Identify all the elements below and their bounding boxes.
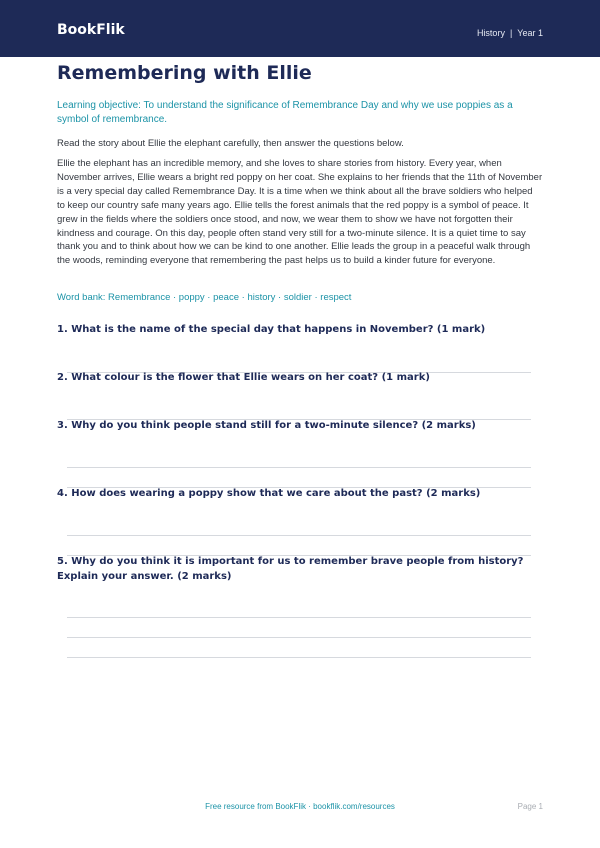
breadcrumb xyxy=(477,28,543,38)
question-4: 4. How does wearing a poppy show that we care about the past? (2 marks) xyxy=(57,488,481,499)
answer-line-5a[interactable] xyxy=(67,617,531,618)
question-2: 2. What colour is the flower that Ellie wears on her coat? (1 mark) xyxy=(57,372,430,383)
word-bank: Word bank: Remembrance · poppy · peace · history · soldier · respect xyxy=(57,292,352,303)
footer-resource-link[interactable]: Free resource from BookFlik · bookflik.com/resources xyxy=(205,802,395,811)
page-title: Remembering with Ellie xyxy=(57,62,312,84)
answer-line-4a[interactable] xyxy=(67,535,531,536)
learning-objective: Learning objective: To understand the significance of Remembrance Day and why we use poppies as a symbol of remembrance. xyxy=(57,100,513,125)
page-number: Page 1 xyxy=(517,802,543,811)
question-3: 3. Why do you think people stand still for a two-minute silence? (2 marks) xyxy=(57,420,476,431)
breadcrumb-separator: | xyxy=(509,28,513,38)
question-1: 1. What is the name of the special day that happens in November? (1 mark) xyxy=(57,324,486,335)
story-text: Ellie the elephant has an incredible memory, and she loves to share stories from history. Every year, when November arrives, Ellie wears a bright red poppy on her coat. She explains to her friends that the 11th of November is a very special day called Remembrance Day. It is a time when we think about all the brave soldiers who helped to keep our country safe many years ago. Ellie tells the forest animals that the red poppy is a symbol of peace. It grew in the fields where the soldiers once stood, and now, we wear them to show we have not forgotten their kindness and courage. On this day, people often stand very still for a two-minute silence. It is a quiet time to say thank you and to think about how we can be kind to one another. Ellie leads the group in a peaceful walk through the woods, reminding everyone that remembering the past helps us to build a kinder future for everyone. xyxy=(57,158,543,267)
question-5: 5. Why do you think it is important for us to remember brave people from history? Explain your answer. (2 marks) xyxy=(57,556,524,582)
answer-line-5b[interactable] xyxy=(67,637,531,638)
breadcrumb-subject: History xyxy=(476,28,505,38)
answer-line-5c[interactable] xyxy=(67,657,531,658)
breadcrumb-year: Year 1 xyxy=(517,28,543,38)
instruction-text: Read the story about Ellie the elephant carefully, then answer the questions below. xyxy=(57,138,404,149)
answer-line-3a[interactable] xyxy=(67,467,531,468)
page-header xyxy=(0,0,600,57)
brand-logo[interactable]: BookFlik xyxy=(57,22,125,38)
